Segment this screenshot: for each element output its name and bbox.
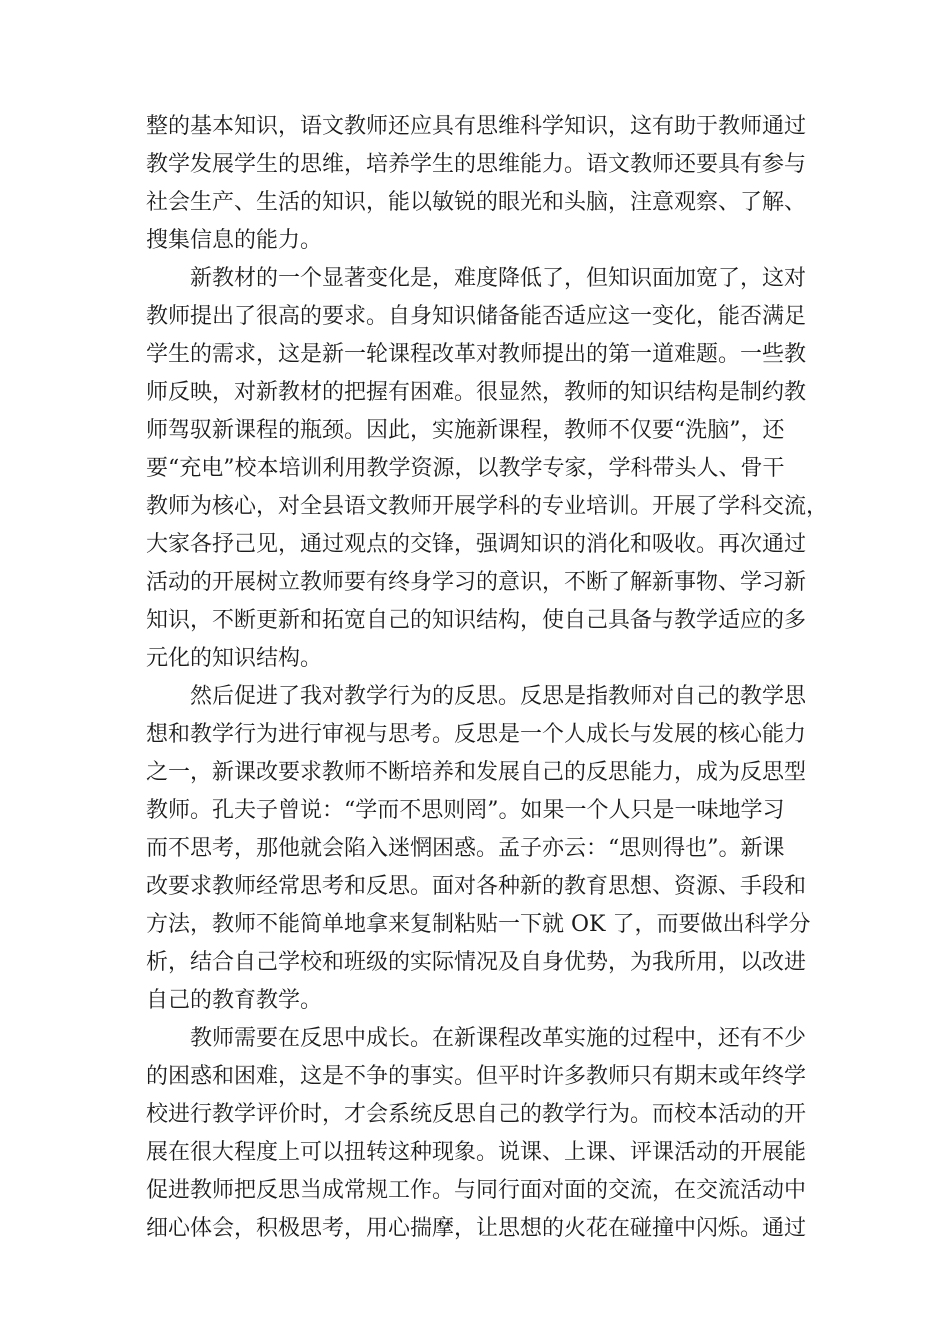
text-line: 自己的教育教学。: [146, 988, 323, 1013]
document-body: [146, 108, 829, 1248]
text-line: 之一，新课改要求教师不断培养和发展自己的反思能力，成为反思型: [146, 760, 807, 785]
text-line: 促进教师把反思当成常规工作。与同行面对面的交流，在交流活动中: [146, 1178, 807, 1203]
text-line: 师反映，对新教材的把握有困难。很显然，教师的知识结构是制约教: [146, 380, 807, 405]
paragraph-1: [146, 108, 818, 260]
text-line: 细心体会，积极思考，用心揣摩，让思想的火花在碰撞中闪烁。通过: [146, 1216, 807, 1241]
text-line: 然后促进了我对教学行为的反思。反思是指教师对自己的教学思: [190, 684, 807, 709]
text-line: 的困惑和困难，这是不争的事实。但平时许多教师只有期末或年终学: [146, 1064, 807, 1089]
text-line: 展在很大程度上可以扭转这种现象。说课、上课、评课活动的开展能: [146, 1140, 807, 1165]
text-line: 元化的知识结构。: [146, 646, 323, 671]
text-line: 教学发展学生的思维，培养学生的思维能力。语文教师还要具有参与: [146, 152, 807, 177]
text-line: 改要求教师经常思考和反思。面对各种新的教育思想、资源、手段和: [146, 874, 807, 899]
text-line: 活动的开展树立教师要有终身学习的意识，不断了解新事物、学习新: [146, 570, 807, 595]
text-line: 知识，不断更新和拓宽自己的知识结构，使自己具备与教学适应的多: [146, 608, 807, 633]
text-line: 大家各抒己见，通过观点的交锋，强调知识的消化和吸收。再次通过: [146, 532, 807, 557]
text-line: 学生的需求，这是新一轮课程改革对教师提出的第一道难题。一些教: [146, 342, 807, 367]
text-line: 要“充电”校本培训利用教学资源，以教学专家，学科带头人、骨干: [146, 456, 785, 481]
text-line: 校进行教学评价时，才会系统反思自己的教学行为。而校本活动的开: [146, 1102, 807, 1127]
text-line: 教师需要在反思中成长。在新课程改革实施的过程中，还有不少: [190, 1026, 807, 1051]
text-line: 搜集信息的能力。: [146, 228, 323, 253]
text-line: 整的基本知识，语文教师还应具有思维科学知识，这有助于教师通过: [146, 114, 807, 139]
text-line: 新教材的一个显著变化是，难度降低了，但知识面加宽了，这对: [190, 266, 807, 291]
text-line: 析，结合自己学校和班级的实际情况及自身优势，为我所用，以改进: [146, 950, 807, 975]
text-line: 教师为核心，对全县语文教师开展学科的专业培训。开展了学科交流，: [146, 494, 829, 519]
text-line: 教师提出了很高的要求。自身知识储备能否适应这一变化，能否满足: [146, 304, 807, 329]
paragraph-4: [146, 1020, 818, 1248]
text-line: 而不思考，那他就会陷入迷惘困惑。孟子亦云：“思则得也”。新课: [146, 836, 785, 861]
text-line: 想和教学行为进行审视与思考。反思是一个人成长与发展的核心能力: [146, 722, 807, 747]
paragraph-3: [146, 678, 818, 1020]
text-line: 教师。孔夫子曾说：“学而不思则罔”。如果一个人只是一味地学习: [146, 798, 785, 823]
paragraph-2: [146, 260, 829, 678]
text-line: 方法，教师不能简单地拿来复制粘贴一下就 OK 了，而要做出科学分: [146, 912, 811, 937]
text-line: 师驾驭新课程的瓶颈。因此，实施新课程，教师不仅要“洗脑”，还: [146, 418, 785, 443]
text-line: 社会生产、生活的知识，能以敏锐的眼光和头脑，注意观察、了解、: [146, 190, 807, 215]
